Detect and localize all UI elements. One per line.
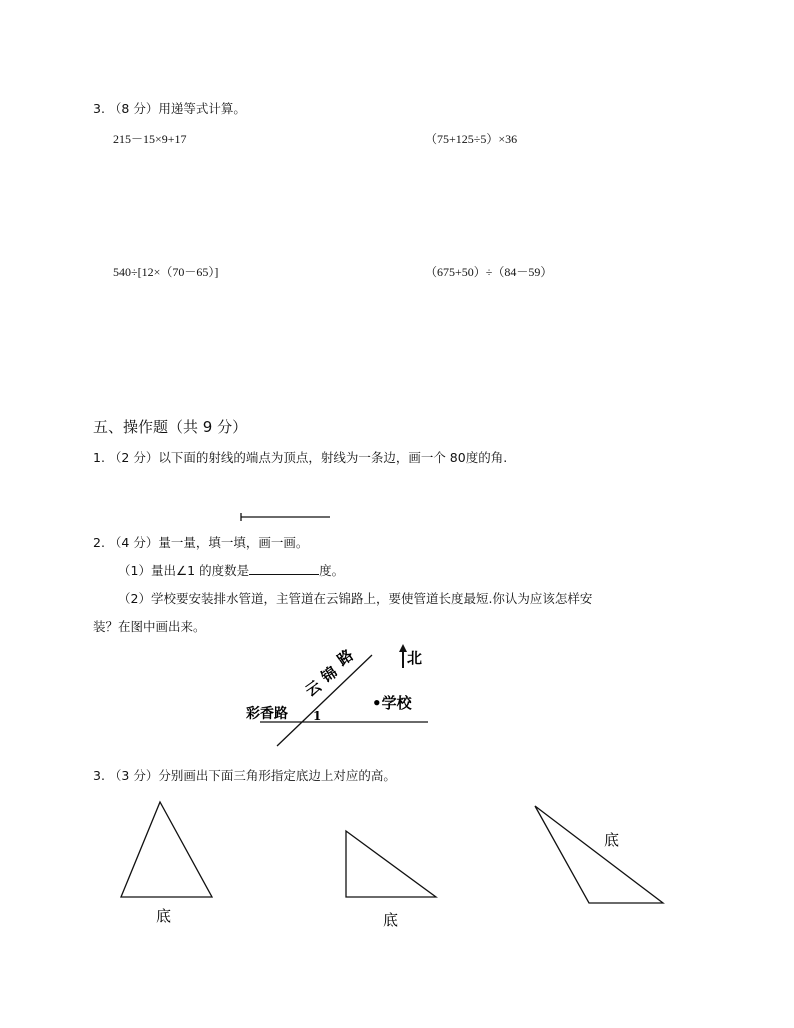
road-char-jin: 锦 (317, 662, 341, 687)
q3-heading: 3. （8 分）用递等式计算。 (93, 101, 246, 116)
north-label: 北 (407, 649, 423, 667)
caixiang-road-label: 彩香路 (246, 706, 288, 722)
triangle-3-base-label: 底 (604, 831, 620, 849)
triangle-1-base-label: 底 (156, 907, 172, 925)
triangle-2-base-label: 底 (383, 911, 399, 929)
triangle-2 (346, 831, 436, 897)
section-title: 五、操作题（共 9 分） (93, 418, 248, 436)
ray-figure (241, 513, 330, 521)
angle-1-label: 1 (313, 709, 322, 723)
expression-1: 215－15×9+17 (113, 132, 187, 146)
road-char-yun: 云 (301, 676, 325, 701)
q5-3-heading: 3. （3 分）分别画出下面三角形指定底边上对应的高。 (93, 768, 396, 783)
expression-4: （675+50）÷（84－59） (425, 265, 553, 279)
school-label: •学校 (372, 694, 412, 712)
road-char-lu: 路 (333, 645, 357, 670)
north-arrow-icon (399, 644, 407, 652)
q5-2-part2-line2: 装？在图中画出来。 (93, 619, 206, 634)
q5-1-text: 1. （2 分）以下面的射线的端点为顶点，射线为一条边，画一个 80度的角. (93, 450, 508, 465)
expression-3: 540÷[12×（70－65）] (113, 265, 219, 279)
q5-2-heading: 2. （4 分）量一量，填一填，画一画。 (93, 535, 309, 550)
triangle-1 (121, 802, 212, 897)
q5-2-part2-line1: （2）学校要安装排水管道，主管道在云锦路上，要使管道长度最短.你认为应该怎样安 (118, 591, 593, 606)
part1-suffix: 度。 (319, 563, 345, 578)
part1-prefix: （1）量出∠1 的度数是 (118, 563, 250, 578)
triangle-3 (535, 806, 663, 903)
expression-2: （75+125÷5）×36 (425, 132, 518, 146)
road-map (246, 644, 428, 746)
